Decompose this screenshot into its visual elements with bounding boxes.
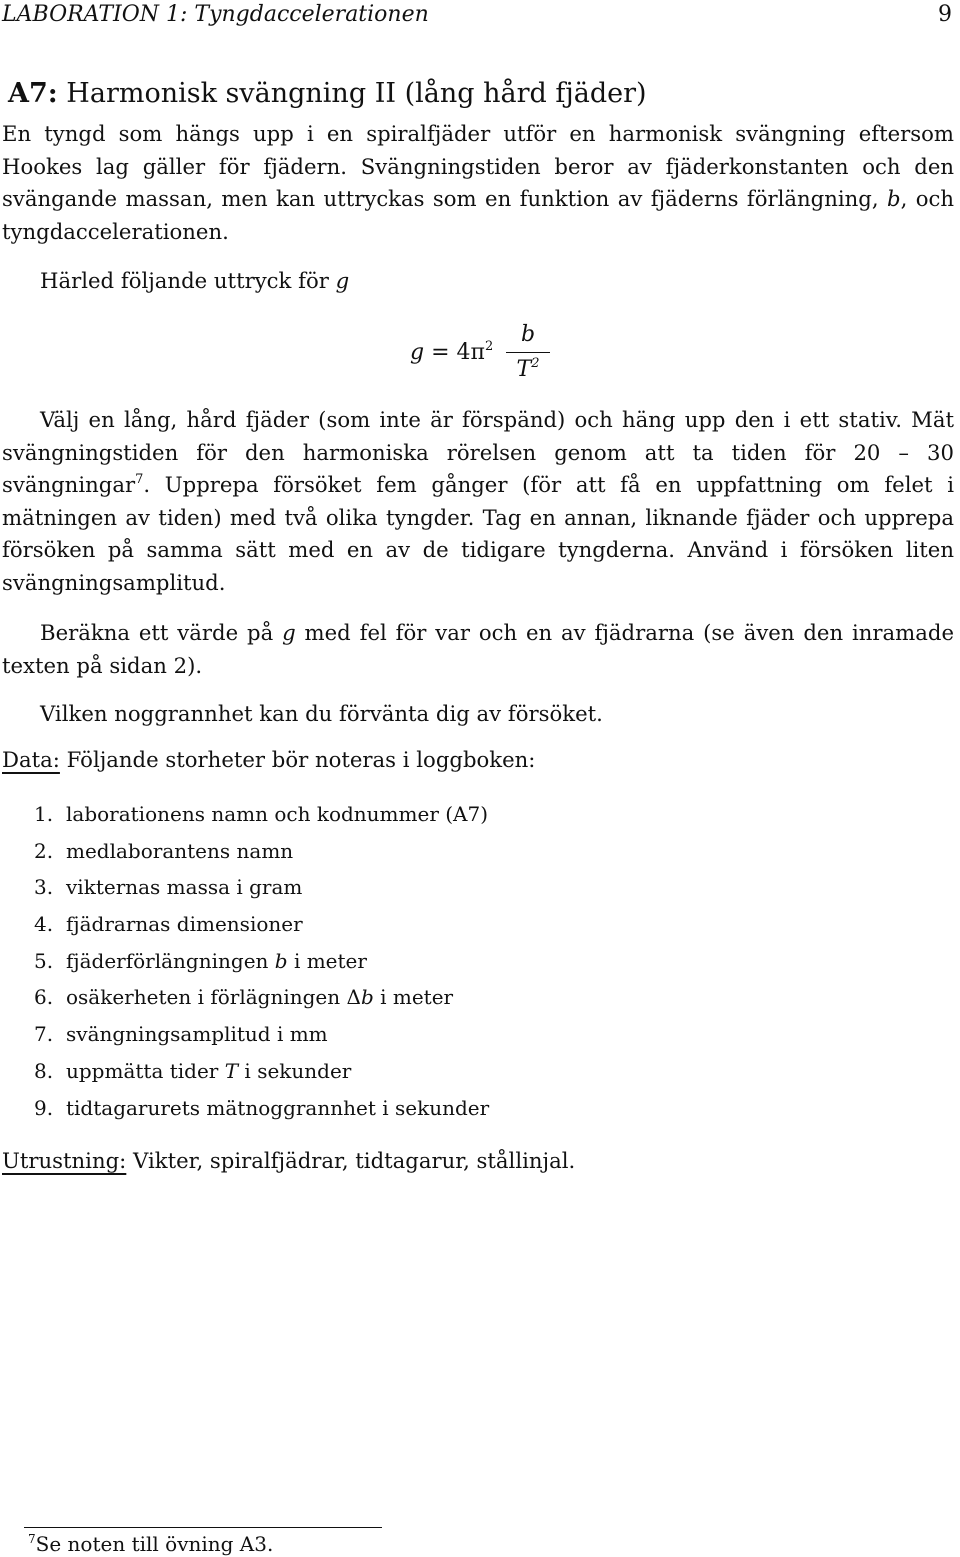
section-title: Harmonisk svängning II (lång hård fjäder) (66, 78, 647, 109)
formula-var-T: T (516, 357, 532, 382)
data-list (34, 796, 489, 1126)
accuracy-text: Vilken noggrannhet kan du förvänta dig av försöket. (40, 701, 603, 726)
derive-instruction (2, 265, 954, 298)
list-item: 1. laborationens namn och kodnummer (A7) (34, 802, 489, 826)
section-heading (8, 76, 647, 112)
running-header (2, 0, 952, 30)
calculate-text-cont: med fel för var och en av fjädrarna (se även den inramade texten på sidan 2). (2, 620, 954, 678)
formula-T-power: 2 (531, 356, 540, 371)
equipment-line (2, 1145, 954, 1178)
footnote-ref: 7 (135, 472, 144, 488)
formula-var-g: g (410, 340, 425, 365)
derive-var-g: g (335, 268, 350, 293)
fraction-bar (506, 352, 550, 353)
data-heading (2, 744, 954, 777)
procedure-text-cont: . Upprepa försöket fem gånger (för att få en uppfattning om felet i mätningen av tiden) med två olika tyngder. Tag en annan, liknande fjäder och upprepa försöken på samma sätt med en av de tidigare tyngderna. Använd i försöken liten svängningsamplitud. (2, 472, 954, 595)
page-number: 9 (938, 2, 952, 27)
running-title: LABORATION 1: Tyngdaccelerationen (2, 2, 429, 27)
list-item: 2. medlaborantens namn (34, 838, 294, 863)
list-item: 8. uppmätta tider T i sekunder (34, 1058, 352, 1083)
formula-fraction (506, 320, 550, 385)
formula-coefficient: = 4π (424, 340, 485, 365)
list-item: 4. fjädrarnas dimensioner (34, 912, 303, 937)
section-label: A7: (8, 78, 58, 109)
equipment-label: Utrustning: (2, 1148, 127, 1173)
calculate-paragraph (2, 617, 954, 682)
formula-lhs (410, 340, 493, 365)
formula-denominator (506, 355, 550, 385)
calculate-text: Beräkna ett värde på (40, 620, 283, 645)
footnote-divider (24, 1527, 382, 1528)
calculate-var-g: g (282, 620, 296, 645)
intro-paragraph (2, 118, 954, 248)
intro-text-end: , och tyngdaccelerationen. (2, 186, 954, 244)
formula-g (410, 320, 610, 390)
procedure-text: Välj en lång, hård fjäder (som inte är förspänd) och häng upp den i ett stativ. Mät svängningstiden för den harmoniska rörelsen genom att ta tiden för 20 – 30 svängningar (2, 407, 954, 498)
accuracy-question (2, 698, 954, 731)
formula-numerator: b (520, 322, 536, 347)
list-item: 7. svängningsamplitud i mm (34, 1022, 328, 1047)
formula-pi-power: 2 (484, 339, 494, 354)
list-item: 5. fjäderförlängningen b i meter (34, 948, 367, 973)
footnote-mark: 7 (28, 1532, 36, 1546)
footnote (28, 1532, 273, 1556)
equipment-text: Vikter, spiralfjädrar, tidtagarur, stållinjal. (126, 1148, 576, 1173)
intro-var-b: b (887, 186, 901, 212)
derive-text: Härled följande uttryck för (40, 268, 336, 293)
data-text: Följande storheter bör noteras i loggboken: (59, 747, 536, 772)
list-item: 9. tidtagarurets mätnoggrannhet i sekunder (34, 1095, 490, 1120)
footnote-text: Se noten till övning A3. (35, 1532, 274, 1556)
list-item: 3. vikternas massa i gram (34, 875, 303, 900)
intro-text: En tyngd som hängs upp i en spiralfjäder utför en harmonisk svängning eftersom Hookes lag gäller för fjädern. Svängningstiden beror av fjäderkonstanten och den svängande massan, men kan uttryckas som en funktion av fjäderns förlängning, (2, 121, 954, 212)
list-item: 6. osäkerheten i förlägningen Δb i meter (34, 985, 454, 1010)
data-label: Data: (2, 747, 60, 772)
procedure-paragraph (2, 404, 954, 600)
